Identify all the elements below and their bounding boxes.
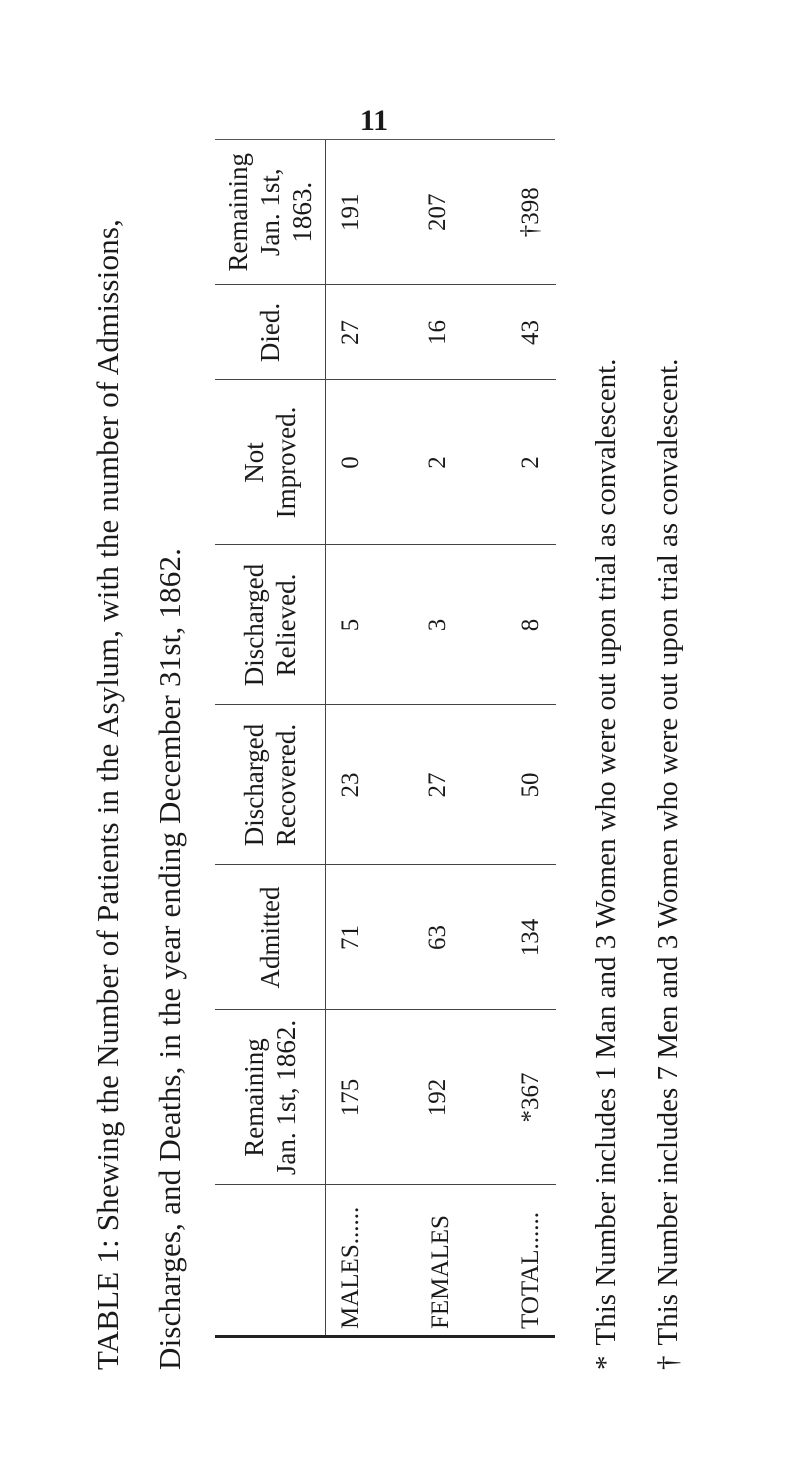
- header-row-label: [215, 1185, 326, 1335]
- header-remaining-1863: Remaining Jan. 1st, 1863.: [215, 140, 326, 285]
- total-remaining-1863: †398: [517, 187, 544, 238]
- females-died: 16: [424, 320, 451, 345]
- females-discharged-relieved: 3: [424, 618, 451, 632]
- males-remaining-1863: 191: [337, 193, 364, 231]
- females-not-improved: 2: [424, 456, 451, 469]
- males-remaining-1862: 175: [337, 1078, 364, 1117]
- table-body-row: [326, 140, 557, 1335]
- header-discharged-recovered: Discharged Recovered.: [215, 705, 326, 865]
- row-label-total: TOTAL......: [517, 1212, 544, 1329]
- total-discharged-relieved: 8: [517, 618, 544, 632]
- header-died: Died.: [215, 285, 326, 380]
- table-caption-line-2: Discharges, and Deaths, in the year ending December 31st, 1862.: [152, 547, 187, 1370]
- females-remaining-1863: 207: [424, 193, 451, 231]
- row-label-females: FEMALES: [427, 1215, 454, 1329]
- col-not-improved: [326, 380, 557, 545]
- col-remaining-1862: [326, 1010, 557, 1185]
- header-remaining-1862: Remaining Jan. 1st, 1862.: [215, 1010, 326, 1185]
- footnote-text-1: This Number includes 1 Man and 3 Women who were out upon trial as convalescent.: [590, 358, 622, 1346]
- page-number: 11: [359, 104, 389, 137]
- statistics-table: [215, 139, 555, 1338]
- header-admitted: Admitted: [215, 865, 326, 1010]
- total-discharged-recovered: 50: [517, 772, 544, 798]
- footnote-mark-dagger: †: [652, 1355, 684, 1370]
- total-remaining-1862: *367: [517, 1072, 544, 1123]
- col-died: [326, 285, 557, 380]
- males-died: 27: [337, 320, 364, 345]
- table-caption-line-1: TABLE 1: Shewing the Number of Patients in the Asylum, with the number of Admissions,: [90, 218, 125, 1370]
- total-died: 43: [517, 320, 544, 345]
- header-discharged-relieved: Discharged Relieved.: [215, 545, 326, 705]
- col-admitted: [326, 865, 557, 1010]
- col-discharged-relieved: [326, 545, 557, 705]
- col-discharged-recovered: [326, 705, 557, 865]
- header-not-improved: Not Improved.: [215, 380, 326, 545]
- footnote-dagger: [652, 359, 685, 1370]
- males-admitted: 71: [337, 925, 364, 950]
- col-remaining-1863: [326, 140, 557, 285]
- row-labels-cell: [326, 1185, 557, 1335]
- males-discharged-recovered: 23: [337, 772, 364, 798]
- footnote-mark-asterisk: *: [590, 1355, 622, 1370]
- males-discharged-relieved: 5: [337, 618, 364, 632]
- total-not-improved: 2: [517, 456, 544, 469]
- males-not-improved: 0: [337, 456, 364, 469]
- footnote-text-2: This Number includes 7 Men and 3 Women who were out upon trial as convalescent.: [652, 358, 684, 1346]
- row-label-males: MALES......: [337, 1206, 364, 1329]
- header-row: [215, 140, 326, 1335]
- females-remaining-1862: 192: [424, 1078, 451, 1117]
- females-discharged-recovered: 27: [424, 772, 451, 798]
- footnote-asterisk: [590, 359, 623, 1370]
- total-admitted: 134: [517, 918, 544, 957]
- females-admitted: 63: [424, 925, 451, 950]
